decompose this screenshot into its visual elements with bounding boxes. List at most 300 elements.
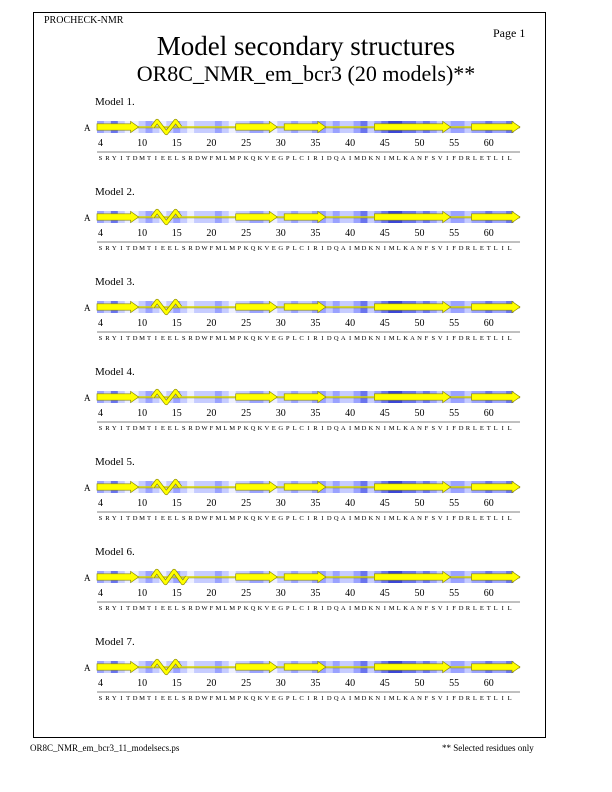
sequence-residue: D bbox=[361, 335, 367, 342]
sequence-residue: A bbox=[340, 515, 346, 522]
sequence-residue: L bbox=[396, 695, 401, 702]
sequence-residue: D bbox=[132, 425, 138, 432]
sequence-residue: V bbox=[264, 245, 270, 252]
sequence-residue: R bbox=[105, 425, 110, 432]
sequence-residue: V bbox=[264, 335, 270, 342]
sequence-residue: V bbox=[437, 335, 443, 342]
sequence-residue: A bbox=[410, 155, 415, 162]
sequence-residue: R bbox=[105, 515, 110, 522]
sequence-residue: N bbox=[375, 335, 381, 342]
sequence-residue: M bbox=[139, 605, 146, 612]
sequence-residue: T bbox=[146, 155, 152, 162]
residue-tick-label: 4 bbox=[98, 588, 103, 599]
sequence-residue: F bbox=[452, 245, 456, 252]
sequence-residue: I bbox=[154, 335, 158, 342]
sequence-residue: I bbox=[446, 335, 449, 342]
sequence-residue: N bbox=[417, 155, 422, 162]
sequence-residue: E bbox=[160, 335, 165, 342]
sequence-residue: L bbox=[493, 425, 498, 432]
sequence-residue: D bbox=[361, 245, 367, 252]
sequence-residue: Y bbox=[111, 155, 117, 162]
sequence-residue: D bbox=[458, 245, 464, 252]
sequence-residue: M bbox=[139, 245, 146, 252]
sequence-residue: K bbox=[243, 155, 249, 162]
sequence-residue: E bbox=[160, 245, 165, 252]
sequence-residue: M bbox=[215, 245, 222, 252]
sequence-residue: L bbox=[507, 335, 512, 342]
model-block bbox=[0, 456, 612, 536]
sequence-residue: Q bbox=[250, 425, 256, 432]
sequence-residue: F bbox=[209, 425, 214, 432]
secondary-structure-track bbox=[0, 186, 612, 266]
sequence-residue: Y bbox=[111, 425, 117, 432]
sequence-residue: E bbox=[479, 425, 484, 432]
sequence-residue: E bbox=[479, 245, 484, 252]
sequence-residue: E bbox=[479, 515, 484, 522]
sequence-residue: D bbox=[361, 425, 367, 432]
sequence-residue: D bbox=[361, 515, 367, 522]
sequence-residue: K bbox=[257, 695, 263, 702]
sequence-residue: S bbox=[181, 335, 186, 342]
sequence-residue: D bbox=[195, 695, 200, 702]
sequence-residue: M bbox=[139, 155, 146, 162]
sequence-residue: W bbox=[201, 425, 208, 432]
sequence-residue: Q bbox=[333, 425, 339, 432]
sequence-residue: K bbox=[368, 245, 374, 252]
footer-note: ** Selected residues only bbox=[442, 743, 534, 753]
sequence-residue: V bbox=[437, 695, 443, 702]
sequence-residue: L bbox=[493, 515, 498, 522]
sequence-residue: R bbox=[188, 425, 193, 432]
sequence-residue: S bbox=[431, 515, 436, 522]
sequence-residue: W bbox=[201, 155, 208, 162]
sequence-residue: I bbox=[383, 605, 386, 612]
sequence-residue: L bbox=[396, 245, 401, 252]
sequence-residue: M bbox=[388, 695, 395, 702]
residue-tick-label: 30 bbox=[275, 228, 286, 239]
sequence-residue: Q bbox=[250, 605, 256, 612]
sequence-residue: R bbox=[188, 515, 193, 522]
sequence-residue: L bbox=[507, 515, 512, 522]
sequence-residue: V bbox=[264, 155, 270, 162]
sequence-residue: A bbox=[410, 515, 415, 522]
residue-tick-label: 10 bbox=[137, 678, 148, 689]
residue-tick-label: 25 bbox=[241, 588, 252, 599]
sequence-residue: E bbox=[160, 155, 165, 162]
sequence-residue: D bbox=[195, 425, 200, 432]
sequence-residue: F bbox=[209, 245, 214, 252]
sequence-residue: S bbox=[98, 155, 103, 162]
residue-tick-label: 40 bbox=[345, 318, 356, 329]
sequence-residue: I bbox=[120, 155, 123, 162]
sequence-residue: M bbox=[354, 425, 360, 432]
sequence-residue: C bbox=[299, 335, 304, 342]
sequence-residue: P bbox=[285, 515, 290, 522]
sequence-residue: F bbox=[209, 695, 214, 702]
sequence-residue: K bbox=[243, 515, 249, 522]
sequence-residue: F bbox=[452, 335, 456, 342]
sequence-residue: I bbox=[348, 425, 352, 432]
sequence-residue: N bbox=[417, 245, 422, 252]
sequence-residue: F bbox=[452, 425, 456, 432]
program-name: PROCHECK-NMR bbox=[44, 15, 124, 26]
chain-label: A bbox=[84, 123, 91, 133]
residue-tick-label: 35 bbox=[310, 498, 321, 509]
sequence-residue: I bbox=[120, 695, 123, 702]
sequence-residue: S bbox=[431, 605, 436, 612]
sequence-residue: M bbox=[388, 515, 395, 522]
sequence-residue: I bbox=[383, 425, 386, 432]
residue-tick-label: 30 bbox=[275, 408, 286, 419]
sequence-residue: A bbox=[340, 245, 346, 252]
sequence-residue: S bbox=[98, 335, 103, 342]
residue-tick-label: 60 bbox=[483, 408, 494, 419]
sequence-residue: N bbox=[375, 425, 381, 432]
sequence-residue: R bbox=[465, 155, 471, 162]
residue-tick-label: 45 bbox=[379, 318, 390, 329]
sequence-residue: D bbox=[326, 425, 332, 432]
sequence-residue: N bbox=[375, 515, 381, 522]
sequence-residue: D bbox=[132, 605, 138, 612]
sequence-residue: I bbox=[383, 155, 386, 162]
residue-tick-label: 45 bbox=[379, 228, 390, 239]
sequence-residue: M bbox=[229, 425, 236, 432]
sequence-residue: I bbox=[348, 245, 352, 252]
sequence-residue: F bbox=[209, 155, 214, 162]
sequence-residue: I bbox=[307, 605, 310, 612]
sequence-residue: Y bbox=[111, 695, 117, 702]
sequence-residue: R bbox=[465, 245, 471, 252]
sequence-residue: K bbox=[257, 245, 263, 252]
sequence-residue: M bbox=[388, 335, 395, 342]
model-label: Model 2. bbox=[95, 186, 135, 198]
residue-tick-label: 35 bbox=[310, 138, 321, 149]
model-block bbox=[0, 546, 612, 626]
sequence-residue: A bbox=[340, 605, 346, 612]
residue-tick-label: 60 bbox=[483, 318, 494, 329]
sequence-residue: W bbox=[201, 695, 208, 702]
sequence-residue: N bbox=[375, 245, 381, 252]
sequence-residue: E bbox=[271, 155, 276, 162]
sequence-residue: R bbox=[313, 605, 318, 612]
residue-tick-label: 20 bbox=[206, 678, 217, 689]
page-number: Page 1 bbox=[493, 26, 526, 40]
sequence-residue: C bbox=[299, 695, 304, 702]
sequence-residue: T bbox=[486, 605, 491, 612]
sequence-residue: L bbox=[472, 425, 477, 432]
residue-tick-label: 45 bbox=[379, 138, 390, 149]
residue-tick-label: 4 bbox=[98, 138, 103, 149]
sequence-residue: R bbox=[105, 155, 110, 162]
model-label: Model 7. bbox=[95, 636, 135, 648]
residue-tick-label: 40 bbox=[345, 138, 356, 149]
sequence-residue: I bbox=[348, 695, 352, 702]
sequence-residue: E bbox=[479, 155, 484, 162]
sequence-residue: L bbox=[174, 335, 179, 342]
sequence-residue: Y bbox=[111, 245, 117, 252]
sequence-residue: Q bbox=[333, 695, 339, 702]
residue-tick-label: 10 bbox=[137, 318, 148, 329]
residue-tick-label: 10 bbox=[137, 588, 148, 599]
residue-tick-label: 45 bbox=[379, 588, 390, 599]
sequence-residue: I bbox=[348, 605, 352, 612]
sequence-residue: T bbox=[146, 695, 152, 702]
residue-tick-label: 50 bbox=[414, 138, 425, 149]
sequence-residue: I bbox=[501, 515, 504, 522]
sequence-residue: I bbox=[307, 245, 310, 252]
sequence-residue: M bbox=[354, 695, 360, 702]
sequence-residue: T bbox=[146, 335, 152, 342]
residue-tick-label: 45 bbox=[379, 678, 390, 689]
sequence-residue: M bbox=[215, 155, 222, 162]
sequence-residue: E bbox=[479, 605, 484, 612]
residue-tick-label: 15 bbox=[171, 408, 182, 419]
sequence-residue: K bbox=[257, 605, 263, 612]
sequence-residue: K bbox=[368, 515, 374, 522]
sequence-residue: K bbox=[368, 425, 374, 432]
sequence-residue: E bbox=[167, 605, 172, 612]
sequence-residue: K bbox=[257, 335, 263, 342]
residue-tick-label: 60 bbox=[483, 498, 494, 509]
sequence-residue: V bbox=[437, 425, 443, 432]
sequence-residue: S bbox=[431, 425, 436, 432]
sequence-residue: R bbox=[188, 335, 193, 342]
sequence-residue: D bbox=[132, 155, 138, 162]
sequence-residue: I bbox=[348, 515, 352, 522]
residue-tick-label: 40 bbox=[345, 228, 356, 239]
sequence-residue: G bbox=[278, 335, 284, 342]
sequence-residue: L bbox=[493, 155, 498, 162]
sequence-residue: T bbox=[126, 425, 131, 432]
residue-tick-label: 60 bbox=[483, 678, 494, 689]
sequence-residue: S bbox=[181, 245, 186, 252]
sequence-residue: I bbox=[501, 695, 504, 702]
sequence-residue: E bbox=[167, 245, 172, 252]
residue-tick-label: 4 bbox=[98, 318, 103, 329]
sequence-residue: C bbox=[299, 425, 304, 432]
sequence-residue: K bbox=[257, 425, 263, 432]
sequence-residue: I bbox=[501, 425, 504, 432]
residue-tick-label: 35 bbox=[310, 228, 321, 239]
residue-tick-label: 25 bbox=[241, 228, 252, 239]
sequence-residue: F bbox=[424, 605, 429, 612]
sequence-residue: I bbox=[154, 515, 158, 522]
sequence-residue: F bbox=[452, 155, 456, 162]
sequence-residue: V bbox=[264, 425, 270, 432]
residue-tick-label: 50 bbox=[414, 228, 425, 239]
sequence-residue: L bbox=[292, 515, 297, 522]
sequence-residue: K bbox=[257, 155, 263, 162]
sequence-residue: D bbox=[195, 335, 200, 342]
sequence-residue: T bbox=[146, 245, 152, 252]
residue-tick-label: 30 bbox=[275, 318, 286, 329]
sequence-residue: L bbox=[223, 605, 228, 612]
sequence-residue: Q bbox=[333, 155, 339, 162]
sequence-residue: W bbox=[201, 605, 208, 612]
residue-tick-label: 35 bbox=[310, 408, 321, 419]
sequence-residue: K bbox=[403, 695, 408, 702]
sequence-residue: Q bbox=[333, 605, 339, 612]
sequence-residue: R bbox=[105, 605, 110, 612]
residue-tick-label: 4 bbox=[98, 228, 103, 239]
sequence-residue: P bbox=[285, 335, 290, 342]
sequence-residue: S bbox=[98, 425, 103, 432]
sequence-residue: F bbox=[424, 335, 429, 342]
sequence-residue: S bbox=[431, 695, 436, 702]
sequence-residue: I bbox=[321, 425, 324, 432]
sequence-residue: V bbox=[264, 605, 270, 612]
sequence-residue: W bbox=[201, 335, 208, 342]
sequence-residue: M bbox=[215, 605, 222, 612]
residue-tick-label: 15 bbox=[171, 498, 182, 509]
residue-tick-label: 35 bbox=[310, 678, 321, 689]
sequence-residue: D bbox=[458, 515, 464, 522]
sequence-residue: S bbox=[181, 155, 186, 162]
model-label: Model 6. bbox=[95, 546, 135, 558]
sequence-residue: V bbox=[437, 515, 443, 522]
sequence-residue: D bbox=[326, 335, 332, 342]
sequence-residue: W bbox=[201, 245, 208, 252]
sequence-residue: Q bbox=[250, 515, 256, 522]
sequence-residue: G bbox=[278, 425, 284, 432]
residue-tick-label: 50 bbox=[414, 408, 425, 419]
sequence-residue: I bbox=[446, 515, 449, 522]
chain-label: A bbox=[84, 573, 91, 583]
sequence-residue: D bbox=[361, 155, 367, 162]
sequence-residue: N bbox=[417, 515, 422, 522]
sequence-residue: P bbox=[285, 245, 290, 252]
sequence-residue: L bbox=[396, 425, 401, 432]
sequence-residue: A bbox=[410, 605, 415, 612]
sequence-residue: Y bbox=[111, 335, 117, 342]
sequence-residue: Q bbox=[250, 245, 256, 252]
sequence-residue: G bbox=[278, 605, 284, 612]
sequence-residue: E bbox=[167, 515, 172, 522]
residue-tick-label: 40 bbox=[345, 678, 356, 689]
sequence-residue: Q bbox=[333, 515, 339, 522]
model-label: Model 3. bbox=[95, 276, 135, 288]
sequence-residue: A bbox=[410, 245, 415, 252]
sequence-residue: L bbox=[472, 695, 477, 702]
sequence-residue: L bbox=[493, 695, 498, 702]
sequence-residue: I bbox=[120, 425, 123, 432]
sequence-residue: F bbox=[209, 335, 214, 342]
sequence-residue: M bbox=[354, 605, 360, 612]
sequence-residue: T bbox=[126, 155, 131, 162]
sequence-residue: V bbox=[264, 695, 270, 702]
sequence-residue: F bbox=[209, 605, 214, 612]
sequence-residue: D bbox=[361, 695, 367, 702]
sequence-residue: V bbox=[437, 605, 443, 612]
model-block bbox=[0, 276, 612, 356]
sequence-residue: I bbox=[154, 245, 158, 252]
sequence-residue: R bbox=[188, 695, 193, 702]
sequence-residue: R bbox=[313, 335, 318, 342]
sequence-residue: I bbox=[307, 155, 310, 162]
residue-tick-label: 20 bbox=[206, 228, 217, 239]
sequence-residue: C bbox=[299, 245, 304, 252]
sequence-residue: I bbox=[321, 695, 324, 702]
sequence-residue: M bbox=[388, 155, 395, 162]
sequence-residue: T bbox=[126, 605, 131, 612]
residue-tick-label: 25 bbox=[241, 678, 252, 689]
sequence-residue: E bbox=[160, 605, 165, 612]
sequence-residue: K bbox=[368, 155, 374, 162]
sequence-residue: L bbox=[472, 335, 477, 342]
sequence-residue: T bbox=[486, 245, 491, 252]
residue-tick-label: 50 bbox=[414, 588, 425, 599]
sequence-residue: R bbox=[313, 155, 318, 162]
sequence-residue: K bbox=[243, 245, 249, 252]
sequence-residue: D bbox=[326, 515, 332, 522]
sequence-residue: S bbox=[181, 695, 186, 702]
sequence-residue: K bbox=[403, 335, 408, 342]
sequence-residue: L bbox=[292, 695, 297, 702]
sequence-residue: L bbox=[223, 245, 228, 252]
sequence-residue: D bbox=[195, 245, 200, 252]
sequence-residue: I bbox=[501, 605, 504, 612]
sequence-residue: S bbox=[181, 605, 186, 612]
residue-tick-label: 30 bbox=[275, 138, 286, 149]
sequence-residue: C bbox=[299, 605, 304, 612]
sequence-residue: I bbox=[446, 605, 449, 612]
sequence-residue: G bbox=[278, 695, 284, 702]
sequence-residue: N bbox=[417, 335, 422, 342]
sequence-residue: D bbox=[361, 605, 367, 612]
sequence-residue: R bbox=[465, 515, 471, 522]
model-block bbox=[0, 366, 612, 446]
sequence-residue: L bbox=[223, 425, 228, 432]
secondary-structure-track bbox=[0, 366, 612, 446]
residue-tick-label: 50 bbox=[414, 318, 425, 329]
sequence-residue: M bbox=[215, 335, 222, 342]
sequence-residue: E bbox=[271, 605, 276, 612]
residue-tick-label: 30 bbox=[275, 588, 286, 599]
sequence-residue: D bbox=[195, 515, 200, 522]
sequence-residue: A bbox=[410, 335, 415, 342]
sequence-residue: D bbox=[326, 605, 332, 612]
sequence-residue: L bbox=[174, 605, 179, 612]
sequence-residue: D bbox=[195, 605, 200, 612]
sequence-residue: F bbox=[209, 515, 214, 522]
residue-tick-label: 40 bbox=[345, 408, 356, 419]
sequence-residue: L bbox=[507, 695, 512, 702]
chain-label: A bbox=[84, 303, 91, 313]
sequence-residue: I bbox=[383, 695, 386, 702]
sequence-residue: F bbox=[452, 515, 456, 522]
sequence-residue: D bbox=[326, 245, 332, 252]
residue-tick-label: 45 bbox=[379, 408, 390, 419]
sequence-residue: R bbox=[313, 695, 318, 702]
sequence-residue: M bbox=[215, 425, 222, 432]
sequence-residue: V bbox=[437, 245, 443, 252]
sequence-residue: M bbox=[139, 695, 146, 702]
sequence-residue: P bbox=[237, 605, 242, 612]
sequence-residue: L bbox=[507, 425, 512, 432]
sequence-residue: L bbox=[292, 335, 297, 342]
sequence-residue: E bbox=[167, 335, 172, 342]
sequence-residue: Q bbox=[333, 245, 339, 252]
residue-tick-label: 15 bbox=[171, 318, 182, 329]
sequence-residue: S bbox=[181, 425, 186, 432]
sequence-residue: A bbox=[340, 425, 346, 432]
sequence-residue: I bbox=[154, 695, 158, 702]
secondary-structure-track bbox=[0, 456, 612, 536]
sequence-residue: M bbox=[229, 335, 236, 342]
residue-tick-label: 20 bbox=[206, 318, 217, 329]
sequence-residue: P bbox=[237, 155, 242, 162]
sequence-residue: P bbox=[237, 245, 242, 252]
